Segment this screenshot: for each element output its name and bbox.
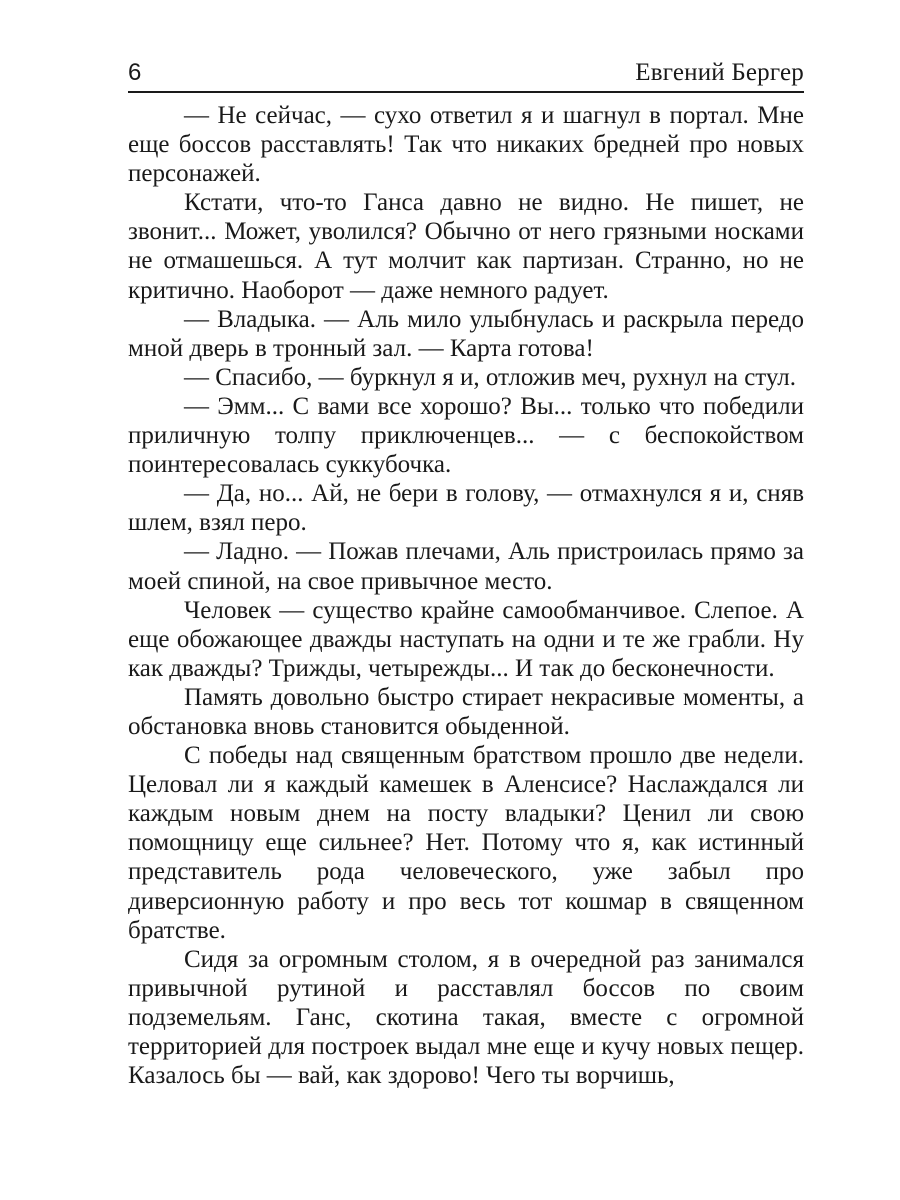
page-header	[128, 54, 804, 94]
paragraph: — Ладно. — Пожав плечами, Аль пристроилась прямо за моей спиной, на свое привычное место.	[128, 538, 804, 595]
paragraph: Человек — существо крайне самообманчивое. Слепое. А еще обожающее дважды наступать на одни и те же грабли. Ну как дважды? Трижды, четырежды... И так до бесконечности.	[128, 596, 804, 682]
paragraph: — Владыка. — Аль мило улыбнулась и раскрыла передо мной дверь в тронный зал. — Карта готова!	[128, 305, 804, 362]
paragraph: С победы над священным братством прошло две недели. Целовал ли я каждый камешек в Аленсисе? Наслаждался ли каждым новым днем на посту владыки? Ценил ли свою помощницу еще сильнее? Нет. Потому что я, как истинный представитель рода человеческого, уже забыл про диверсионную работу и про весь тот кошмар в священном братстве.	[128, 742, 804, 944]
paragraph: — Эмм... С вами все хорошо? Вы... только что победили приличную толпу приключенцев... — с беспокойством поинтересовалась суккубочка.	[128, 392, 804, 479]
running-title-author: Евгений Бергер	[635, 59, 804, 86]
paragraph: — Спасибо, — буркнул я и, отложив меч, рухнул на стул.	[184, 363, 797, 391]
paragraph: Кстати, что-то Ганса давно не видно. Не пишет, не звонит... Может, уволился? Обычно от него грязными носками не отмашешься. А тут молчит как партизан. Странно, но не критично. Наоборот — даже немного радует.	[128, 189, 804, 304]
paragraph: Сидя за огромным столом, я в очередной раз занимался привычной рутиной и расставлял боссов по своим подземельям. Ганс, скотина такая, вместе с огромной территорией для построек выдал мне еще и кучу новых пещер. Казалось бы — вай, как здорово! Чего ты ворчишь,	[128, 945, 804, 1090]
body-text	[128, 101, 804, 1090]
page-number: 6	[128, 59, 142, 86]
paragraph: Память довольно быстро стирает некрасивые моменты, а обстановка вновь становится обыденной.	[128, 683, 804, 740]
header-divider	[128, 91, 804, 93]
paragraph: — Да, но... Ай, не бери в голову, — отмахнулся я и, сняв шлем, взял перо.	[128, 480, 804, 537]
paragraph: — Не сейчас, — сухо ответил я и шагнул в портал. Мне еще боссов расставлять! Так что никаких бредней про новых персонажей.	[128, 102, 804, 188]
